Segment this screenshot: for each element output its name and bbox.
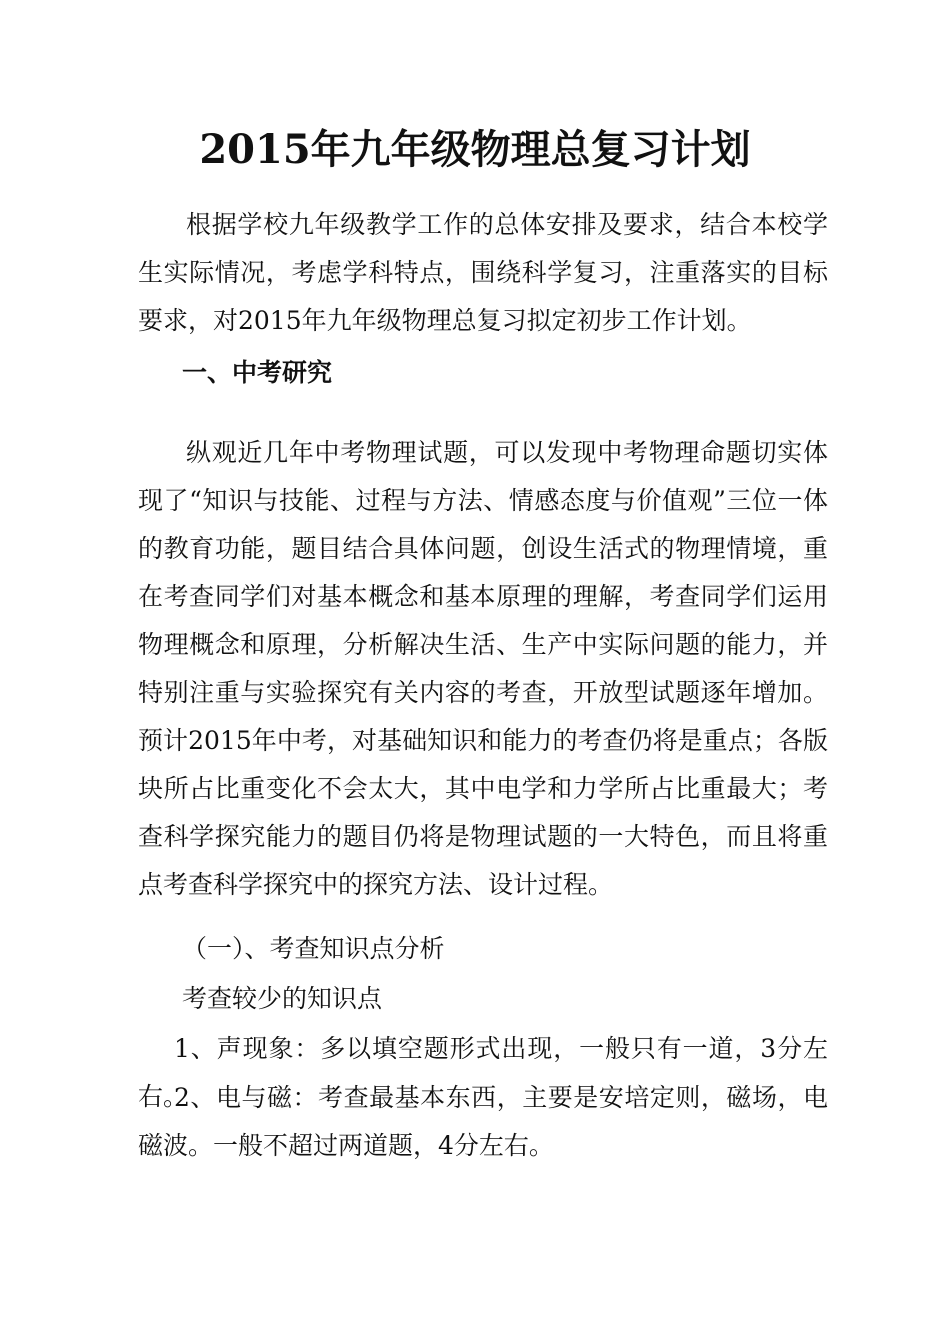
subsection-heading-knowledge-analysis: （一）、考查知识点分析 [182,934,445,963]
section-body-exam-research: 纵观近几年中考物理试题，可以发现中考物理命题切实体现了“知识与技能、过程与方法、情感态度与价值观”三位一体的教育功能，题目结合具体问题，创设生活式的物理情境，重在考查同学们对基本概念和基本原理的理解，考查同学们运用物理概念和原理，分析解决生活、生产中实际问题的能力，并特别注重与实验探究有关内容的考查，开放型试题逐年增加。预计2015年中考，对基础知识和能力的考查仍将是重点；各版块所占比重变化不会太大，其中电学和力学所占比重最大；考查科学探究能力的题目仍将是物理试题的一大特色，而且将重点考查科学探究中的探究方法、设计过程。 [138,438,828,899]
subsection-subheading-less-tested: 考查较少的知识点 [182,984,383,1013]
list-item-electromagnetism: 2、电与磁：考查最基本东西，主要是安培定则，磁场，电磁波。一般不超过两道题，4分左右。 [138,1083,828,1160]
section-heading-exam-research: 一、中考研究 [182,358,333,387]
intro-paragraph: 根据学校九年级教学工作的总体安排及要求，结合本校学生实际情况，考虑学科特点，围绕科学复习，注重落实的目标要求，对2015年九年级物理总复习拟定初步工作计划。 [138,210,828,335]
document-title: 2015年九年级物理总复习计划 [199,126,751,173]
list-item-sound: 1、声现象：多以填空题形式出现，一般只有一道，3分左右。 [138,1034,828,1111]
